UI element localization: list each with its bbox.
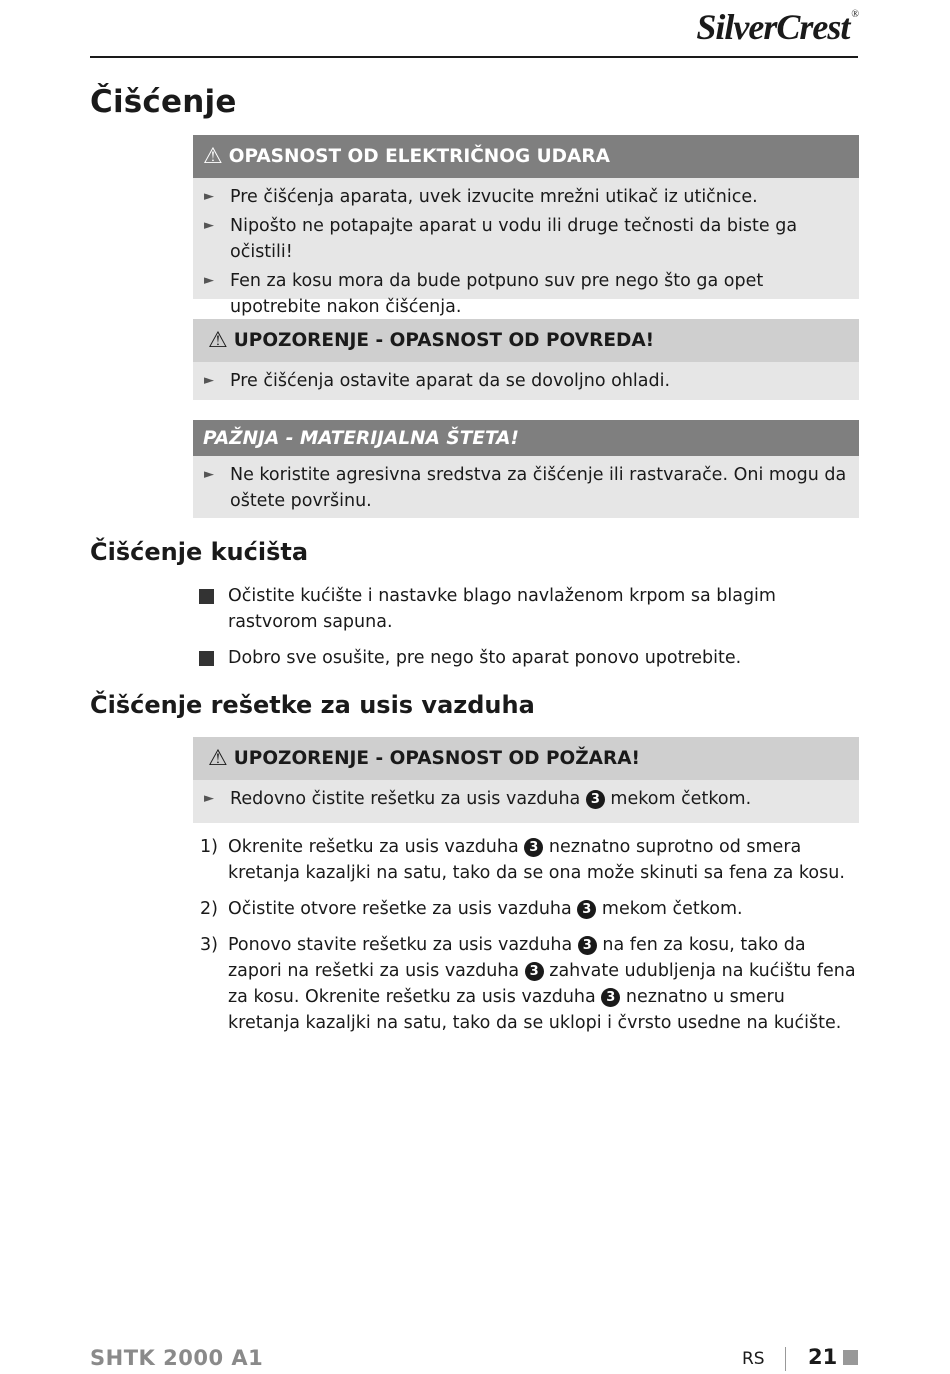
part-number-badge: 3 (525, 962, 544, 981)
part-number-badge: 3 (601, 988, 620, 1007)
warning-list (193, 362, 859, 394)
warning-electric-shock (193, 135, 859, 317)
notice-material-damage (193, 420, 859, 518)
warning-triangle-icon: ⚠ (208, 327, 228, 353)
footer-divider (785, 1347, 786, 1371)
list-item: Očistite kućište i nastavke blago navlaženom krpom sa blagim rastvorom sapuna. (198, 583, 858, 635)
arrow-bullet-icon: ► (204, 273, 214, 288)
steps-list (200, 834, 858, 1046)
page-title: Čišćenje (90, 84, 237, 120)
warning-triangle-icon: ⚠ (203, 143, 223, 169)
page-number: 21 (808, 1345, 838, 1369)
warning-list (193, 780, 859, 812)
arrow-bullet-icon: ► (204, 189, 214, 204)
step-item: 2) Očistite otvore rešetke za usis vazduha 3 mekom četkom. (200, 899, 743, 919)
header-rule (90, 56, 858, 58)
arrow-bullet-icon: ► (204, 373, 214, 388)
footer-square-icon (843, 1350, 858, 1365)
arrow-bullet-icon: ► (204, 218, 214, 233)
warning-triangle-icon: ⚠ (208, 745, 228, 771)
notice-heading: PAŽNJA - MATERIJALNA ŠTETA! (193, 420, 859, 456)
section-title-grille: Čišćenje rešetke za usis vazduha (90, 691, 535, 719)
part-number-badge: 3 (524, 838, 543, 857)
warning-heading: ⚠ UPOZORENJE - OPASNOST OD POVREDA! (193, 319, 859, 362)
list-item: Dobro sve osušite, pre nego što aparat ponovo upotrebite. (198, 645, 858, 671)
brand-logo: SilverCrest ® (696, 7, 858, 47)
part-number-badge: 3 (586, 790, 605, 809)
footer-language: RS (742, 1349, 765, 1369)
square-bullet-icon (199, 589, 214, 604)
list-item: ► Fen za kosu mora da bude potpuno suv pre nego što ga opet upotrebite nakon čišćenja. (193, 268, 859, 320)
list-item: ► Pre čišćenja aparata, uvek izvucite mrežni utikač iz utičnice. (193, 184, 859, 210)
warning-list (193, 178, 859, 320)
square-bullet-icon (199, 651, 214, 666)
step-item: 1) Okrenite rešetku za usis vazduha 3 neznatno suprotno od smera kretanja kazaljki na satu, tako da se ona može skinuti sa fena za kosu. (200, 837, 845, 883)
list-item: ► Pre čišćenja ostavite aparat da se dovoljno ohladi. (193, 368, 859, 394)
warning-injury (193, 319, 859, 400)
warning-fire (193, 737, 859, 823)
arrow-bullet-icon: ► (204, 467, 214, 482)
list-item: ► Ne koristite agresivna sredstva za čišćenje ili rastvarače. Oni mogu da oštete površinu. (193, 462, 859, 514)
part-number-badge: 3 (577, 900, 596, 919)
list-item: ► Redovno čistite rešetku za usis vazduha 3 mekom četkom. (193, 786, 859, 812)
warning-heading: ⚠ OPASNOST OD ELEKTRIČNOG UDARA (193, 135, 859, 178)
part-number-badge: 3 (578, 936, 597, 955)
arrow-bullet-icon: ► (204, 791, 214, 806)
section-title-housing: Čišćenje kućišta (90, 538, 309, 566)
notice-list (193, 456, 859, 514)
warning-heading: ⚠ UPOZORENJE - OPASNOST OD POŽARA! (193, 737, 859, 780)
list-item: ► Nipošto ne potapajte aparat u vodu ili druge tečnosti da biste ga očistili! (193, 213, 859, 265)
footer-model: SHTK 2000 A1 (90, 1346, 264, 1370)
housing-list (198, 583, 858, 681)
step-item: 3) Ponovo stavite rešetku za usis vazduha 3 na fen za kosu, tako da zapori na rešetki za usis vazduha 3 zahvate udubljenja na kućištu fena za kosu. Okrenite rešetku za usis vazduha 3 neznatno u smeru kretanja kazaljki na satu, tako da se uklopi i čvrsto usedne na kućište. (200, 935, 856, 1033)
